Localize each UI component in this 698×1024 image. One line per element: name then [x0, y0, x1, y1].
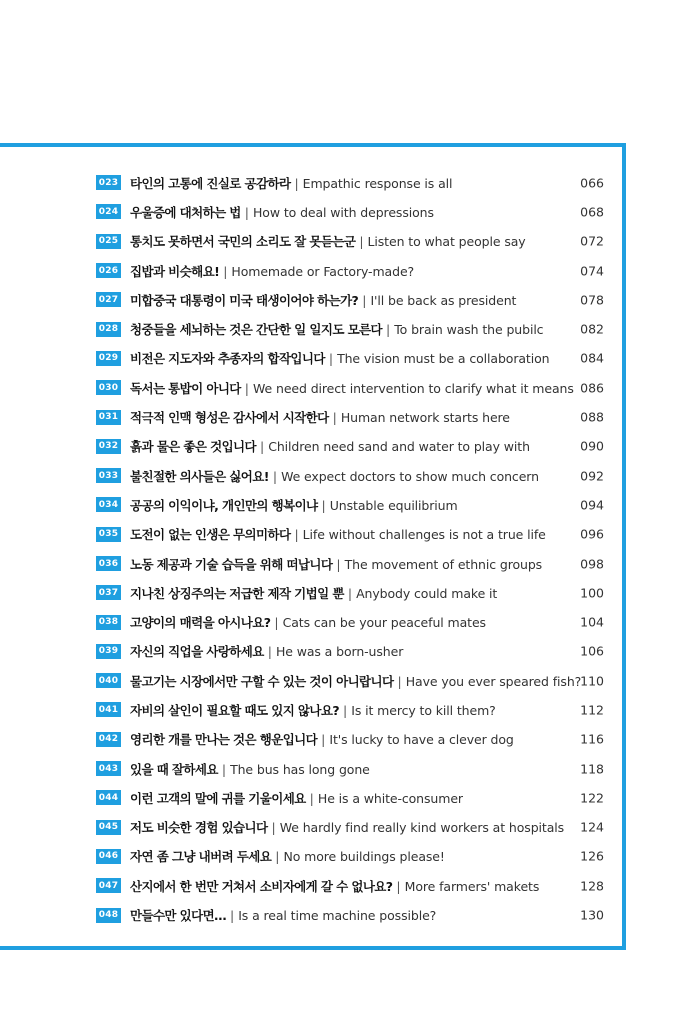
entry-title [130, 203, 604, 221]
entry-title-english: Is a real time machine possible? [238, 908, 437, 924]
entry-title-korean: 공공의 이익이냐, 개인만의 행복이냐 [130, 497, 318, 513]
entry-title-english: Have you ever speared fish? [405, 673, 582, 689]
entry-title [130, 496, 604, 514]
entry-separator: | [229, 908, 235, 924]
entry-title-english: Cats can be your peaceful mates [282, 615, 486, 631]
table-of-contents [96, 168, 604, 930]
entry-title-korean: 만들수만 있다면… [130, 908, 226, 924]
entry-title-korean: 적극적 인맥 형성은 감사에서 시작한다 [130, 410, 329, 426]
entry-title-english: We expect doctors to show much concern [281, 468, 539, 484]
entry-title [130, 525, 604, 543]
entry-number-badge: 035 [96, 527, 121, 542]
entry-title-english: To brain wash the pubilc [394, 322, 544, 338]
entry-number-badge: 042 [96, 732, 121, 747]
toc-entry[interactable] [96, 842, 604, 871]
entry-title-english: Is it mercy to kill them? [351, 702, 496, 718]
entry-separator: | [244, 204, 249, 220]
entry-title-english: It's lucky to have a clever dog [329, 732, 514, 748]
entry-page-number: 096 [580, 526, 604, 542]
entry-title [130, 613, 604, 631]
entry-separator: | [260, 439, 265, 455]
toc-entry[interactable] [96, 637, 604, 666]
entry-title-korean: 산지에서 한 번만 거쳐서 소비자에게 갈 수 없나요? [130, 878, 393, 894]
toc-entry[interactable] [96, 871, 604, 900]
entry-page-number: 090 [580, 438, 604, 454]
entry-page-number: 118 [580, 761, 604, 777]
entry-title [130, 584, 604, 602]
entry-page-number: 066 [580, 175, 604, 191]
entry-title-english: No more buildings please! [283, 849, 445, 865]
toc-entry[interactable] [96, 578, 604, 607]
entry-number-badge: 043 [96, 761, 121, 776]
toc-entry[interactable] [96, 783, 604, 812]
entry-title [130, 437, 604, 455]
entry-separator: | [396, 878, 401, 894]
entry-separator: | [336, 556, 341, 572]
toc-entry[interactable] [96, 402, 604, 431]
entry-page-number: 106 [580, 643, 604, 659]
entry-number-badge: 033 [96, 468, 121, 483]
entry-title [130, 760, 604, 778]
entry-separator: | [267, 644, 272, 660]
entry-title [130, 262, 604, 280]
toc-entry[interactable] [96, 754, 604, 783]
entry-title [130, 877, 604, 895]
entry-separator: | [397, 673, 402, 689]
entry-number-badge: 025 [96, 234, 121, 249]
entry-title-english: He was a born-usher [275, 644, 404, 660]
entry-separator: | [343, 702, 348, 718]
entry-title-english: Listen to what people say [367, 234, 526, 250]
entry-title [130, 906, 604, 924]
entry-separator: | [347, 585, 353, 601]
entry-title [130, 174, 604, 192]
toc-entry[interactable] [96, 695, 604, 724]
entry-title-korean: 물고기는 시장에서만 구할 수 있는 것이 아니랍니다 [130, 673, 394, 689]
entry-title-english: The bus has long gone [230, 761, 370, 777]
entry-number-badge: 047 [96, 878, 121, 893]
entry-title-korean: 저도 비슷한 경험 있습니다 [130, 820, 268, 836]
entry-title-korean: 있을 때 잘하세요 [130, 761, 218, 777]
entry-number-badge: 038 [96, 615, 121, 630]
entry-separator: | [309, 790, 314, 806]
entry-title [130, 349, 604, 367]
entry-title-korean: 청중들을 세뇌하는 것은 간단한 일 일지도 모른다 [130, 322, 383, 338]
entry-number-badge: 034 [96, 497, 121, 512]
entry-title [130, 847, 604, 865]
entry-title-english: I'll be back as president [370, 292, 517, 308]
entry-number-badge: 028 [96, 322, 121, 337]
entry-number-badge: 044 [96, 790, 121, 805]
entry-title-korean: 영리한 개를 만나는 것은 행운입니다 [130, 732, 318, 748]
entry-title-korean: 도전이 없는 인생은 무의미하다 [130, 527, 291, 543]
entry-separator: | [294, 175, 299, 191]
entry-page-number: 072 [580, 233, 604, 249]
entry-separator: | [359, 234, 364, 250]
entry-title-korean: 노동 제공과 기술 습득을 위해 떠납니다 [130, 556, 333, 572]
entry-separator: | [332, 410, 337, 426]
toc-entry[interactable] [96, 227, 604, 256]
toc-entry[interactable] [96, 725, 604, 754]
entry-page-number: 078 [580, 292, 604, 308]
entry-title-english: We need direct intervention to clarify what it means [253, 380, 574, 396]
entry-title [130, 730, 604, 748]
entry-title-korean: 이런 고객의 말에 귀를 기울이세요 [130, 790, 306, 806]
entry-title-english: How to deal with depressions [253, 204, 434, 220]
entry-title-korean: 비전은 지도자와 추종자의 합작입니다 [130, 351, 325, 367]
entry-title [130, 818, 604, 836]
entry-title-english: Life without challenges is not a true life [302, 527, 546, 543]
entry-number-badge: 037 [96, 585, 121, 600]
entry-title-korean: 독서는 통밥이 아니다 [130, 380, 241, 396]
entry-title-english: Empathic response is all [302, 175, 453, 191]
entry-title-english: The vision must be a collaboration [337, 351, 550, 367]
entry-page-number: 100 [580, 585, 604, 601]
entry-page-number: 088 [580, 409, 604, 425]
toc-entry[interactable] [96, 344, 604, 373]
entry-number-badge: 029 [96, 351, 121, 366]
entry-title-korean: 자신의 직업을 사랑하세요 [130, 644, 264, 660]
entry-title-english: Anybody could make it [356, 585, 498, 601]
entry-page-number: 126 [580, 848, 604, 864]
entry-title-korean: 자연 좀 그냥 내버려 두세요 [130, 849, 272, 865]
entry-title [130, 291, 604, 309]
entry-title [130, 672, 604, 690]
entry-title-korean: 자비의 살인이 필요할 때도 있지 않나요? [130, 702, 340, 718]
entry-title [130, 789, 604, 807]
entry-title-korean: 우울증에 대처하는 법 [130, 204, 241, 220]
entry-number-badge: 040 [96, 673, 121, 688]
entry-title-korean: 집밥과 비슷해요! [130, 263, 220, 279]
entry-separator: | [275, 849, 280, 865]
entry-title-korean: 미합중국 대통령이 미국 태생이어야 하는가? [130, 292, 359, 308]
entry-title-korean: 타인의 고통에 진실로 공감하라 [130, 175, 291, 191]
entry-page-number: 112 [580, 702, 604, 718]
entry-separator: | [321, 497, 326, 513]
entry-title [130, 232, 604, 250]
entry-title-english: We hardly find really kind workers at hospitals [279, 820, 565, 836]
entry-page-number: 074 [580, 263, 604, 279]
entry-number-badge: 046 [96, 849, 121, 864]
entry-page-number: 082 [580, 321, 604, 337]
toc-entry[interactable] [96, 285, 604, 314]
entry-title-korean: 지나친 상징주의는 저급한 제작 기법일 뿐 [130, 585, 344, 601]
toc-entry[interactable] [96, 520, 604, 549]
entry-number-badge: 039 [96, 644, 121, 659]
entry-separator: | [272, 468, 278, 484]
entry-page-number: 068 [580, 204, 604, 220]
toc-entry[interactable] [96, 314, 604, 343]
entry-number-badge: 031 [96, 410, 121, 425]
entry-title-english: Unstable equilibrium [329, 497, 458, 513]
entry-title [130, 701, 604, 719]
toc-entry[interactable] [96, 549, 604, 578]
entry-title-english: More farmers' makets [404, 878, 540, 894]
entry-page-number: 128 [580, 878, 604, 894]
entry-title-korean: 흙과 물은 좋은 것입니다 [130, 439, 257, 455]
entry-number-badge: 027 [96, 292, 121, 307]
entry-separator: | [274, 615, 279, 631]
toc-entry[interactable] [96, 813, 604, 842]
entry-title [130, 379, 604, 397]
entry-separator: | [244, 380, 249, 396]
entry-number-badge: 041 [96, 702, 121, 717]
entry-page-number: 122 [580, 790, 604, 806]
entry-title-english: He is a white-consumer [317, 790, 463, 806]
entry-title [130, 408, 604, 426]
entry-title [130, 642, 604, 660]
entry-page-number: 130 [580, 907, 604, 923]
toc-entry[interactable] [96, 197, 604, 226]
entry-number-badge: 048 [96, 908, 121, 923]
toc-entry[interactable] [96, 168, 604, 197]
entry-title [130, 555, 604, 573]
toc-entry[interactable] [96, 373, 604, 402]
entry-number-badge: 026 [96, 263, 121, 278]
entry-title-korean: 불친절한 의사들은 싫어요! [130, 468, 269, 484]
entry-page-number: 110 [580, 673, 604, 689]
toc-entry[interactable] [96, 432, 604, 461]
entry-title-english: Human network starts here [340, 410, 510, 426]
entry-title-korean: 고양이의 매력을 아시나요? [130, 615, 271, 631]
entry-number-badge: 030 [96, 380, 121, 395]
entry-page-number: 116 [580, 731, 604, 747]
entry-page-number: 092 [580, 468, 604, 484]
entry-page-number: 084 [580, 350, 604, 366]
entry-page-number: 098 [580, 556, 604, 571]
entry-number-badge: 045 [96, 820, 121, 835]
entry-title-english: The movement of ethnic groups [344, 556, 543, 572]
entry-title [130, 467, 604, 485]
entry-separator: | [328, 351, 334, 367]
toc-entry[interactable] [96, 900, 604, 929]
toc-entry[interactable] [96, 666, 604, 695]
entry-page-number: 104 [580, 614, 604, 630]
entry-page-number: 086 [580, 380, 604, 396]
entry-separator: | [271, 820, 276, 836]
toc-entry[interactable] [96, 461, 604, 490]
entry-separator: | [386, 322, 391, 338]
entry-title-english: Homemade or Factory-made? [231, 263, 415, 279]
entry-number-badge: 036 [96, 556, 121, 571]
entry-page-number: 124 [580, 819, 604, 835]
toc-entry[interactable] [96, 256, 604, 285]
entry-separator: | [294, 527, 299, 543]
entry-number-badge: 023 [96, 175, 121, 190]
toc-entry[interactable] [96, 490, 604, 519]
entry-title-english: Children need sand and water to play with [268, 439, 530, 455]
entry-separator: | [223, 263, 228, 279]
entry-number-badge: 024 [96, 204, 121, 219]
entry-page-number: 094 [580, 497, 604, 513]
entry-separator: | [221, 761, 227, 777]
entry-separator: | [321, 732, 326, 748]
entry-title-korean: 통치도 못하면서 국민의 소리도 잘 못듣는군 [130, 234, 356, 250]
entry-title [130, 320, 604, 338]
entry-number-badge: 032 [96, 439, 121, 454]
entry-separator: | [362, 292, 367, 308]
toc-entry[interactable] [96, 607, 604, 636]
